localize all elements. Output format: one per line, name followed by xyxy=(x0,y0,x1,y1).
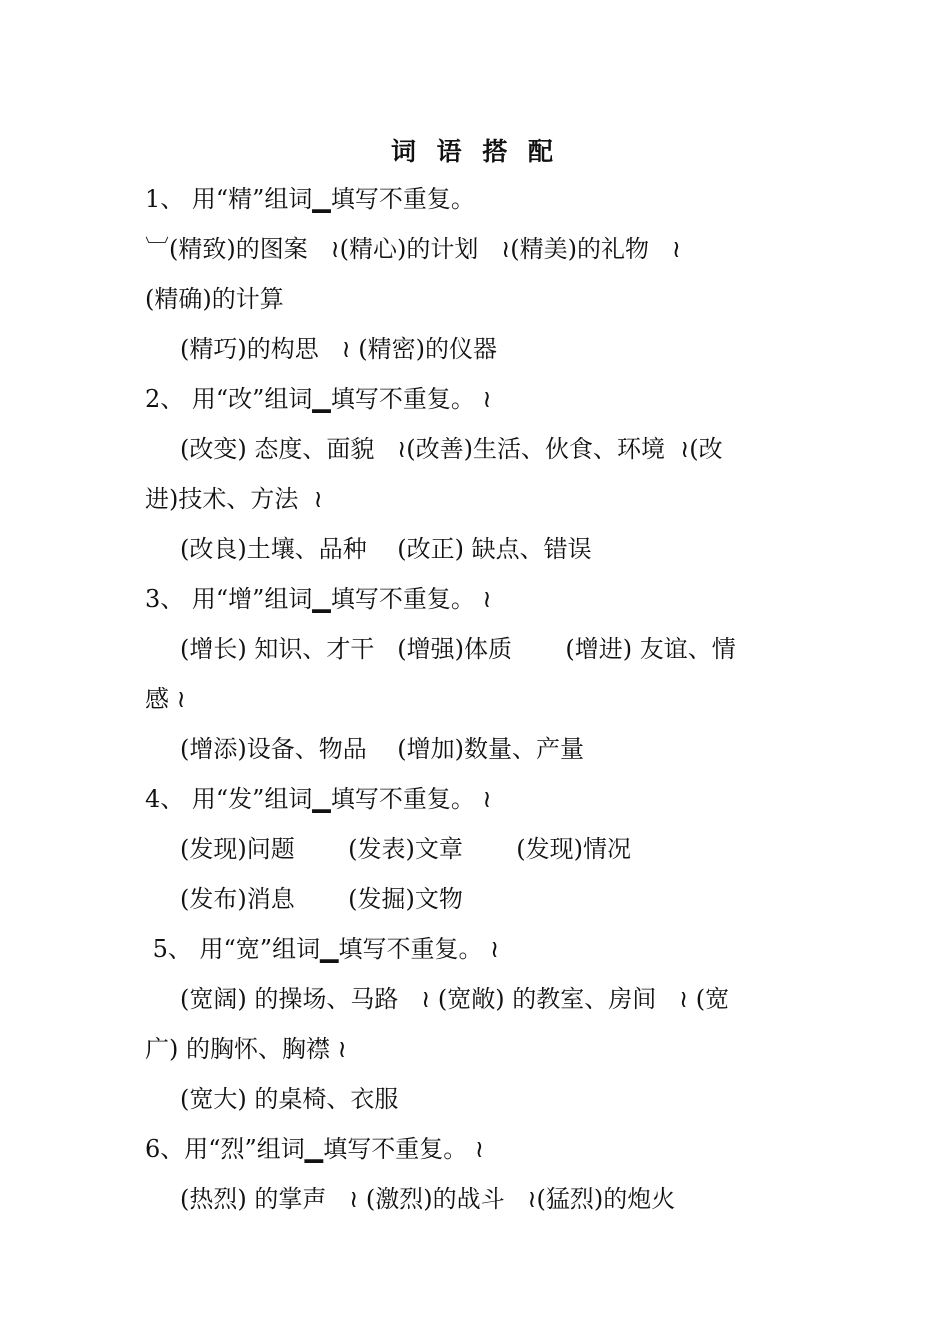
text-line: (精巧)的构思 ≀ (精密)的仪器 xyxy=(180,335,497,363)
text-line: (增长) 知识、才干 (增强)体质 (增进) 友谊、情 xyxy=(180,635,736,663)
text-line: (宽大) 的桌椅、衣服 xyxy=(180,1085,399,1113)
text-line: 5、 用“宽”组词▁填写不重复。 ≀ xyxy=(145,935,500,963)
text-line: (发布)消息 (发掘)文物 xyxy=(180,885,463,913)
text-line: 4、 用“发”组词▁填写不重复。 ≀ xyxy=(145,785,492,813)
text-line: 3、 用“增”组词▁填写不重复。 ≀ xyxy=(145,585,492,613)
text-line: (改良)土壤、品种 (改正) 缺点、错误 xyxy=(180,535,592,563)
text-line: ︺(精致)的图案 ≀(精心)的计划 ≀(精美)的礼物 ≀ xyxy=(145,235,681,263)
text-line: 6、用“烈”组词▁填写不重复。 ≀ xyxy=(145,1135,484,1163)
text-line: 1、 用“精”组词▁填写不重复。 xyxy=(145,185,475,213)
text-line: (增添)设备、物品 (增加)数量、产量 xyxy=(180,735,584,763)
text-line: (宽阔) 的操场、马路 ≀ (宽敞) 的教室、房间 ≀ (宽 xyxy=(180,985,730,1013)
text-line: 进)技术、方法 ≀ xyxy=(145,485,323,513)
document-title: 词 语 搭 配 xyxy=(390,137,560,166)
text-line: (改变) 态度、面貌 ≀(改善)生活、伙食、环境 ≀(改 xyxy=(180,435,723,463)
text-line: 2、 用“改”组词▁填写不重复。 ≀ xyxy=(145,385,492,413)
text-line: 感 ≀ xyxy=(145,685,186,713)
text-line: (热烈) 的掌声 ≀ (激烈)的战斗 ≀(猛烈)的炮火 xyxy=(180,1185,676,1213)
text-line: (发现)问题 (发表)文章 (发现)情况 xyxy=(180,835,631,863)
text-line: (精确)的计算 xyxy=(145,285,284,313)
text-line: 广) 的胸怀、胸襟 ≀ xyxy=(145,1035,347,1063)
